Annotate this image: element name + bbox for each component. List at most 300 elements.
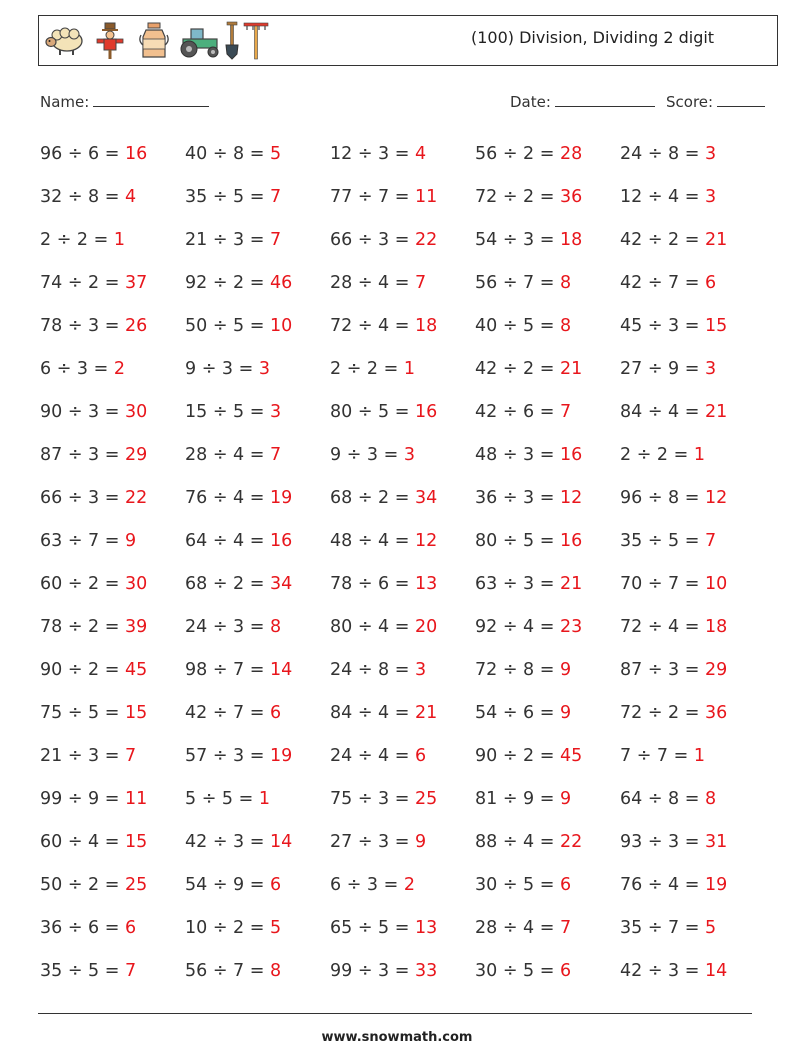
problem-question: 42 ÷ 2 = [620,230,700,250]
problem-cell [185,266,292,301]
problem-cell [330,610,437,645]
problem-answer: 21 [560,574,583,594]
problem-answer: 7 [415,273,427,293]
problem-answer: 14 [705,961,728,981]
problem-question: 92 ÷ 2 = [185,273,265,293]
problem-answer: 11 [125,789,148,809]
problem-answer: 5 [270,918,282,938]
problem-question: 80 ÷ 5 = [475,531,555,551]
problem-answer: 13 [415,918,438,938]
problem-answer: 30 [125,402,148,422]
problem-cell [40,825,147,860]
name-field[interactable] [40,92,209,111]
problem-question: 78 ÷ 2 = [40,617,120,637]
problem-question: 6 ÷ 3 = [40,359,109,379]
problem-question: 90 ÷ 3 = [40,402,120,422]
problem-answer: 10 [270,316,293,336]
problem-cell [620,481,727,516]
problem-question: 9 ÷ 3 = [330,445,399,465]
problem-cell [620,309,727,344]
problem-question: 10 ÷ 2 = [185,918,265,938]
problem-cell [40,653,147,688]
problem-question: 48 ÷ 4 = [330,531,410,551]
problem-cell [40,911,136,946]
problem-cell [185,223,281,258]
problem-row [40,180,780,223]
problem-answer: 6 [705,273,717,293]
problem-answer: 18 [560,230,583,250]
problem-cell [185,610,281,645]
problem-cell [620,653,727,688]
problem-question: 84 ÷ 4 = [330,703,410,723]
problem-cell [330,309,437,344]
problem-cell [620,782,716,817]
problem-cell [185,180,281,215]
problem-question: 35 ÷ 5 = [185,187,265,207]
problem-row [40,524,780,567]
problem-answer: 9 [125,531,137,551]
problem-cell [185,825,292,860]
problem-question: 7 ÷ 7 = [620,746,689,766]
problem-cell [475,223,582,258]
problem-cell [620,911,716,946]
problem-cell [185,653,292,688]
problem-question: 84 ÷ 4 = [620,402,700,422]
problem-cell [185,567,292,602]
problem-cell [330,567,437,602]
problem-answer: 8 [270,961,282,981]
problem-cell [330,911,437,946]
problem-question: 30 ÷ 5 = [475,875,555,895]
problem-cell [330,825,426,860]
problem-question: 9 ÷ 3 = [185,359,254,379]
problem-cell [620,137,716,172]
problem-answer: 29 [705,660,728,680]
problem-cell [330,782,437,817]
problem-question: 12 ÷ 4 = [620,187,700,207]
problem-answer: 21 [705,230,728,250]
problem-question: 68 ÷ 2 = [185,574,265,594]
problem-answer: 8 [705,789,717,809]
problem-question: 42 ÷ 7 = [185,703,265,723]
problem-question: 35 ÷ 5 = [620,531,700,551]
problem-question: 56 ÷ 7 = [185,961,265,981]
problem-row [40,438,780,481]
problem-answer: 18 [415,316,438,336]
problem-cell [330,223,437,258]
problem-row [40,309,780,352]
problem-cell [40,954,136,989]
problem-question: 36 ÷ 3 = [475,488,555,508]
problem-question: 60 ÷ 2 = [40,574,120,594]
problem-cell [185,524,292,559]
problem-answer: 22 [560,832,583,852]
problem-answer: 8 [270,617,282,637]
problem-cell [40,352,125,387]
problem-answer: 34 [270,574,293,594]
problem-answer: 10 [705,574,728,594]
problem-answer: 16 [125,144,148,164]
score-label: Score: [666,93,714,111]
problem-question: 45 ÷ 3 = [620,316,700,336]
problem-row [40,825,780,868]
problem-cell [40,137,147,172]
problem-cell [475,395,571,430]
problem-answer: 6 [560,875,572,895]
problem-answer: 22 [415,230,438,250]
problem-cell [40,438,147,473]
problem-answer: 15 [125,832,148,852]
problem-answer: 9 [560,789,572,809]
problem-answer: 25 [125,875,148,895]
problem-cell [330,266,426,301]
problem-question: 42 ÷ 3 = [620,961,700,981]
problem-row [40,954,780,997]
problem-answer: 4 [125,187,137,207]
problem-row [40,266,780,309]
problem-answer: 8 [560,273,572,293]
problem-cell [620,524,716,559]
problem-question: 78 ÷ 3 = [40,316,120,336]
problem-question: 56 ÷ 2 = [475,144,555,164]
problem-row [40,395,780,438]
problem-cell [40,223,125,258]
problem-question: 2 ÷ 2 = [40,230,109,250]
problem-question: 80 ÷ 4 = [330,617,410,637]
problem-question: 70 ÷ 7 = [620,574,700,594]
problem-cell [475,653,571,688]
problem-answer: 2 [403,875,416,895]
problem-question: 2 ÷ 2 = [620,445,689,465]
problem-question: 65 ÷ 5 = [330,918,410,938]
problem-cell [475,352,582,387]
problem-answer: 37 [125,273,148,293]
problem-cell [185,438,281,473]
problem-cell [475,180,582,215]
problem-cell [475,825,582,860]
problem-cell [185,395,281,430]
problem-answer: 36 [705,703,728,723]
problem-answer: 1 [693,746,706,766]
problem-answer: 4 [415,144,427,164]
problem-question: 24 ÷ 3 = [185,617,265,637]
problem-answer: 16 [560,531,583,551]
problem-answer: 16 [415,402,438,422]
problem-answer: 3 [258,359,271,379]
problem-answer: 8 [560,316,572,336]
problem-cell [185,352,270,387]
problem-question: 88 ÷ 4 = [475,832,555,852]
problem-answer: 6 [270,703,282,723]
problem-answer: 12 [560,488,583,508]
problem-answer: 3 [415,660,427,680]
shovel-icon [223,21,241,61]
problem-cell [620,266,716,301]
problem-question: 24 ÷ 4 = [330,746,410,766]
problem-answer: 1 [403,359,416,379]
problem-question: 99 ÷ 3 = [330,961,410,981]
problem-question: 98 ÷ 7 = [185,660,265,680]
problem-question: 40 ÷ 5 = [475,316,555,336]
problem-question: 6 ÷ 3 = [330,875,399,895]
problem-answer: 9 [560,703,572,723]
problem-cell [185,739,292,774]
problem-cell [620,610,727,645]
problem-answer: 3 [403,445,416,465]
problem-question: 96 ÷ 8 = [620,488,700,508]
problem-question: 72 ÷ 4 = [620,617,700,637]
problem-question: 64 ÷ 8 = [620,789,700,809]
problem-question: 36 ÷ 6 = [40,918,120,938]
problem-cell [475,266,571,301]
problem-cell [620,868,727,903]
problem-cell [620,438,705,473]
problem-cell [40,696,147,731]
problem-row [40,868,780,911]
problem-question: 21 ÷ 3 = [185,230,265,250]
problem-question: 63 ÷ 7 = [40,531,120,551]
problem-answer: 12 [705,488,728,508]
problem-answer: 7 [270,230,282,250]
date-blank[interactable] [555,92,655,107]
problem-answer: 13 [415,574,438,594]
problem-cell [620,825,727,860]
problem-question: 56 ÷ 7 = [475,273,555,293]
problem-question: 75 ÷ 3 = [330,789,410,809]
problem-question: 72 ÷ 2 = [620,703,700,723]
problem-question: 42 ÷ 3 = [185,832,265,852]
problem-answer: 30 [125,574,148,594]
problem-answer: 7 [125,961,137,981]
problem-answer: 31 [705,832,728,852]
problem-answer: 39 [125,617,148,637]
problem-answer: 33 [415,961,438,981]
milk-jug-icon [137,21,171,61]
problem-cell [330,524,437,559]
date-field[interactable] [510,92,655,111]
problem-question: 42 ÷ 6 = [475,402,555,422]
problem-cell [330,352,415,387]
problem-question: 50 ÷ 5 = [185,316,265,336]
problem-question: 75 ÷ 5 = [40,703,120,723]
problem-question: 74 ÷ 2 = [40,273,120,293]
problem-cell [620,696,727,731]
rake-icon [241,21,271,61]
name-label: Name: [40,93,90,111]
problem-cell [475,954,571,989]
problem-answer: 23 [560,617,583,637]
problem-row [40,610,780,653]
problem-question: 76 ÷ 4 = [620,875,700,895]
problem-cell [185,309,292,344]
problem-question: 35 ÷ 7 = [620,918,700,938]
problem-cell [40,266,147,301]
problem-answer: 3 [705,187,717,207]
problem-cell [475,137,582,172]
problem-answer: 1 [258,789,271,809]
problem-question: 81 ÷ 9 = [475,789,555,809]
problem-answer: 18 [705,617,728,637]
problem-question: 77 ÷ 7 = [330,187,410,207]
problem-question: 93 ÷ 3 = [620,832,700,852]
problem-question: 76 ÷ 4 = [185,488,265,508]
problem-question: 28 ÷ 4 = [185,445,265,465]
problem-row [40,567,780,610]
problem-answer: 20 [415,617,438,637]
problem-cell [185,481,292,516]
problem-answer: 3 [705,359,717,379]
problem-question: 72 ÷ 2 = [475,187,555,207]
problem-question: 54 ÷ 9 = [185,875,265,895]
problem-cell [40,610,147,645]
problem-answer: 6 [560,961,572,981]
problem-answer: 11 [415,187,438,207]
problem-question: 72 ÷ 4 = [330,316,410,336]
problem-answer: 15 [705,316,728,336]
problem-answer: 25 [415,789,438,809]
score-blank[interactable] [717,92,765,107]
problem-question: 28 ÷ 4 = [330,273,410,293]
problem-question: 54 ÷ 6 = [475,703,555,723]
problem-answer: 12 [415,531,438,551]
problem-question: 32 ÷ 8 = [40,187,120,207]
problem-cell [475,309,571,344]
problem-answer: 29 [125,445,148,465]
problem-cell [475,739,582,774]
problem-cell [330,438,415,473]
name-blank[interactable] [93,92,209,107]
problem-cell [185,911,281,946]
problem-answer: 34 [415,488,438,508]
problem-question: 50 ÷ 2 = [40,875,120,895]
score-field[interactable] [666,92,765,111]
problem-answer: 16 [270,531,293,551]
problem-cell [330,696,437,731]
problem-answer: 22 [125,488,148,508]
problem-cell [475,438,582,473]
problem-answer: 2 [113,359,126,379]
problem-question: 40 ÷ 8 = [185,144,265,164]
problem-cell [185,696,281,731]
problem-row [40,696,780,739]
problem-question: 54 ÷ 3 = [475,230,555,250]
problem-answer: 7 [270,187,282,207]
footer-divider [38,1013,752,1014]
problem-question: 96 ÷ 6 = [40,144,120,164]
problem-question: 64 ÷ 4 = [185,531,265,551]
problem-cell [475,868,571,903]
problem-question: 48 ÷ 3 = [475,445,555,465]
problem-cell [330,481,437,516]
problem-question: 60 ÷ 4 = [40,832,120,852]
problem-question: 90 ÷ 2 = [40,660,120,680]
problem-cell [40,567,147,602]
problem-answer: 6 [270,875,282,895]
problem-cell [330,180,437,215]
problem-answer: 45 [125,660,148,680]
problem-question: 92 ÷ 4 = [475,617,555,637]
problem-answer: 3 [705,144,717,164]
problem-row [40,223,780,266]
problem-cell [475,610,582,645]
problem-cell [40,739,136,774]
problem-answer: 7 [560,402,572,422]
problem-question: 80 ÷ 5 = [330,402,410,422]
problem-cell [40,309,147,344]
problem-cell [40,868,147,903]
problem-answer: 3 [270,402,282,422]
footer-url: www.snowmath.com [321,1030,473,1045]
problem-answer: 26 [125,316,148,336]
problem-cell [475,782,571,817]
problem-question: 15 ÷ 5 = [185,402,265,422]
problem-answer: 7 [705,531,717,551]
problem-cell [620,739,705,774]
problem-question: 87 ÷ 3 = [620,660,700,680]
problem-answer: 46 [270,273,293,293]
problem-cell [330,653,426,688]
problem-answer: 9 [560,660,572,680]
worksheet-title: (100) Division, Dividing 2 digit [471,28,715,47]
problem-answer: 7 [270,445,282,465]
problem-question: 90 ÷ 2 = [475,746,555,766]
problem-answer: 1 [113,230,126,250]
problem-question: 72 ÷ 8 = [475,660,555,680]
problem-cell [40,481,147,516]
problem-question: 27 ÷ 9 = [620,359,700,379]
problem-cell [185,954,281,989]
problem-answer: 16 [560,445,583,465]
problem-cell [475,567,582,602]
problem-answer: 7 [125,746,137,766]
tractor-icon [177,21,223,61]
problem-question: 66 ÷ 3 = [40,488,120,508]
problem-question: 35 ÷ 5 = [40,961,120,981]
problem-answer: 7 [560,918,572,938]
problem-answer: 28 [560,144,583,164]
problem-answer: 21 [705,402,728,422]
problem-cell [330,395,437,430]
problem-question: 66 ÷ 3 = [330,230,410,250]
problem-cell [330,868,415,903]
problem-answer: 9 [415,832,427,852]
problem-question: 87 ÷ 3 = [40,445,120,465]
problem-answer: 5 [270,144,282,164]
problem-cell [330,137,426,172]
problem-cell [330,954,437,989]
problem-answer: 19 [270,746,293,766]
problem-cell [185,137,281,172]
problem-question: 21 ÷ 3 = [40,746,120,766]
problem-row [40,653,780,696]
problem-cell [620,954,727,989]
problem-cell [475,696,571,731]
worksheet-header [38,15,778,66]
problem-cell [185,782,270,817]
problem-row [40,911,780,954]
problem-answer: 6 [125,918,137,938]
problem-answer: 21 [560,359,583,379]
problem-question: 24 ÷ 8 = [330,660,410,680]
problem-question: 57 ÷ 3 = [185,746,265,766]
problem-answer: 45 [560,746,583,766]
problem-question: 68 ÷ 2 = [330,488,410,508]
problem-question: 5 ÷ 5 = [185,789,254,809]
problem-row [40,352,780,395]
problem-cell [40,395,147,430]
problem-cell [620,567,727,602]
problem-cell [330,739,426,774]
